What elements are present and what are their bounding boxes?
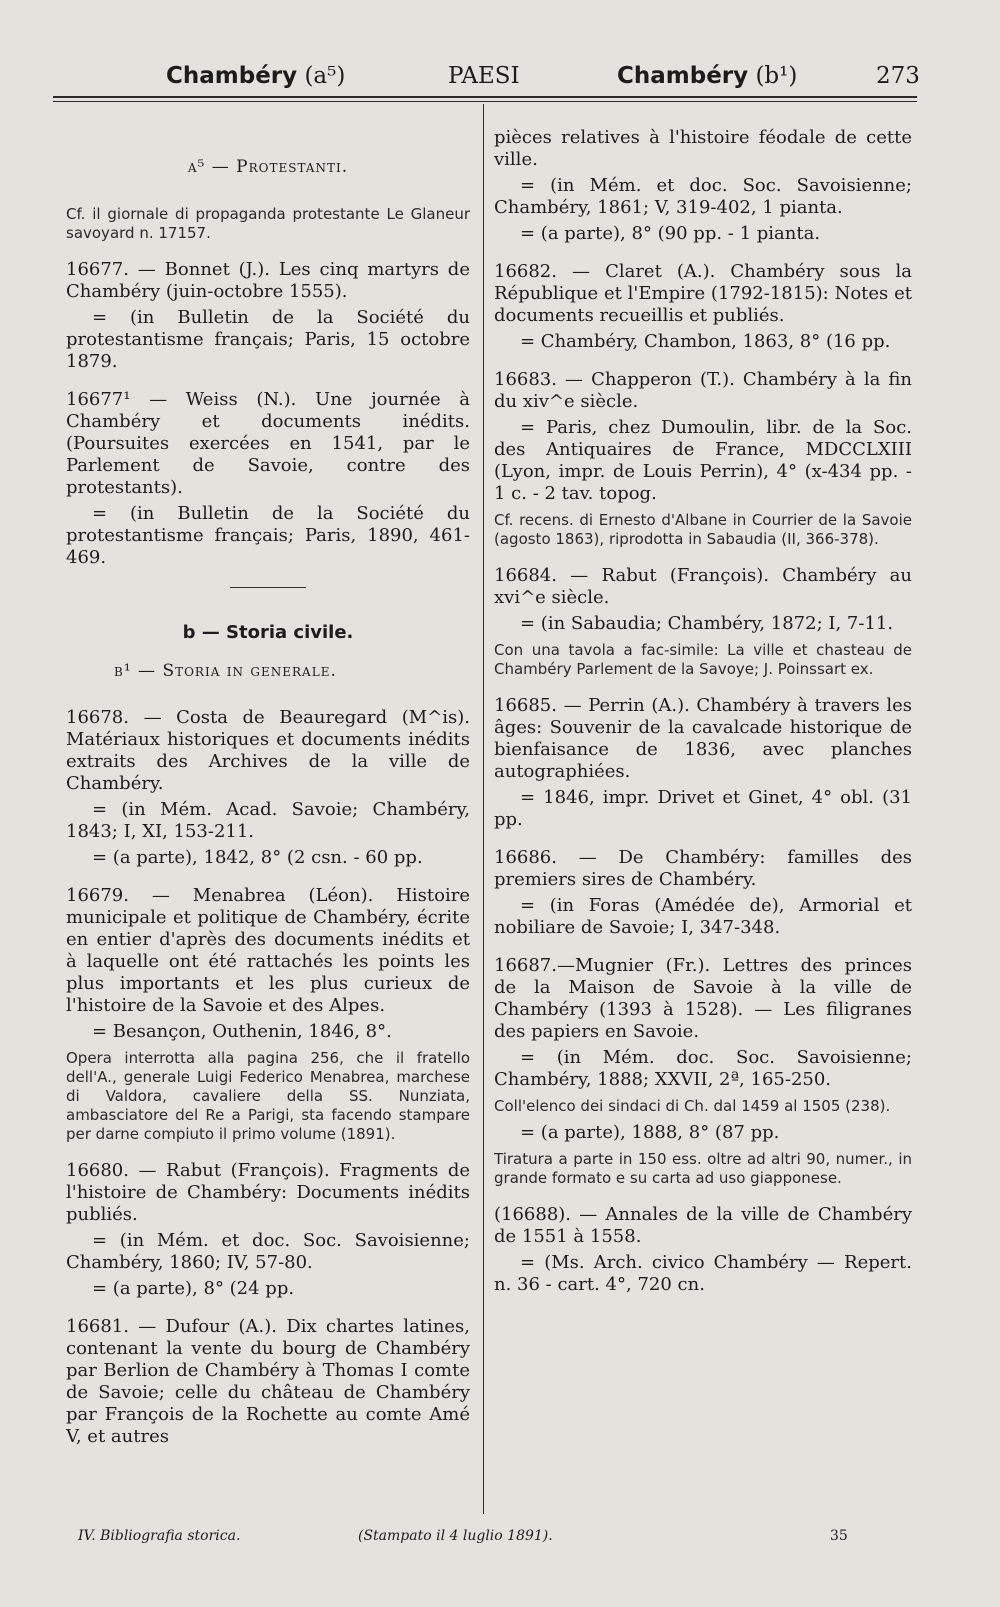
- entry-detail: = (in Mém. doc. Soc. Savoisienne; Chambéry, 1888; XXVII, 2ª, 165-250.: [494, 1047, 912, 1090]
- entry-detail-2: = (a parte), 8° (90 pp. - 1 pianta.: [520, 223, 821, 244]
- section-b1-heading: b¹ — Storia in generale.: [114, 661, 337, 681]
- entry-citation: 16684. — Rabut (François). Chambéry au xvi^e siècle.: [494, 565, 912, 608]
- entry-note-2: Tiratura a parte in 150 ess. oltre ad altri 90, numer., in grande formato e su carta ad uso giapponese.: [494, 1150, 912, 1187]
- entry-detail: = 1846, impr. Drivet et Ginet, 4° obl. (31 pp.: [494, 787, 912, 830]
- header-right-title: Chambéry: [617, 63, 749, 89]
- entry-detail-2: = (a parte), 1842, 8° (2 csn. - 60 pp.: [92, 847, 423, 868]
- entry-note: Coll'elenco dei sindaci di Ch. dal 1459 al 1505 (238).: [494, 1097, 891, 1115]
- entry-continuation: pièces relatives à l'histoire féodale de cette ville.: [494, 127, 912, 170]
- bib-entry-16681: [66, 1316, 470, 1448]
- bib-entry-16677: [66, 259, 470, 373]
- entry-citation: 16679. — Menabrea (Léon). Histoire municipale et politique de Chambéry, écrite en entier d'après des documents inédits et à laquelle ont été rattachés les points les plus importants et les plus curieux de l'histoire de la Savoie et des Alpes.: [66, 885, 470, 1016]
- bib-entry-16681-continued: [494, 127, 912, 245]
- entry-detail: = (Ms. Arch. civico Chambéry — Repert. n. 36 - cart. 4°, 720 cn.: [494, 1252, 912, 1295]
- entry-detail: = (in Bulletin de la Société du protestantisme français; Paris, 1890, 461-469.: [66, 503, 470, 568]
- bib-entry-16687-offprint: [494, 1122, 912, 1144]
- entry-citation: 16677. — Bonnet (J.). Les cinq martyrs de Chambéry (juin-octobre 1555).: [66, 259, 470, 302]
- bib-entry-16680: [66, 1160, 470, 1300]
- entry-detail-2: = (a parte), 1888, 8° (87 pp.: [520, 1122, 780, 1143]
- header-rule-thin: [53, 101, 917, 102]
- entry-citation: 16683. — Chapperon (T.). Chambéry à la fin du xiv^e siècle.: [494, 369, 912, 412]
- entry-citation: 16677¹ — Weiss (N.). Une journée à Chambéry et documents inédits. (Poursuites exercées en 1541, par le Parlement de Savoie, contre des protestants).: [66, 389, 470, 498]
- footer-signature: IV. Bibliografia storica.: [78, 1528, 241, 1544]
- bib-entry-16677-1: [66, 389, 470, 569]
- bib-entry-16685: [494, 695, 912, 831]
- entry-citation: 16680. — Rabut (François). Fragments de l'histoire de Chambéry: Documents inédits publiés.: [66, 1160, 470, 1225]
- header-center-title: PAESI: [448, 63, 520, 89]
- bib-entry-16684: [494, 565, 912, 635]
- bib-entry-16688: [494, 1204, 912, 1296]
- entry-detail: = (in Bulletin de la Société du protestantisme français; Paris, 15 octobre 1879.: [66, 307, 470, 372]
- bib-entry-16682: [494, 261, 912, 353]
- entry-detail: = Paris, chez Dumoulin, libr. de la Soc. des Antiquaires de France, MDCCLXIII (Lyon, impr. de Louis Perrin), 4° (x-434 pp. - 1 c. - 2 tav. topog.: [494, 417, 912, 504]
- entry-detail: = (in Mém. et doc. Soc. Savoisienne; Chambéry, 1861; V, 319-402, 1 pianta.: [494, 175, 912, 218]
- entry-note: Cf. recens. di Ernesto d'Albane in Courrier de la Savoie (agosto 1863), riprodotta in Sabaudia (II, 366-378).: [494, 511, 912, 548]
- left-column: [66, 127, 470, 1464]
- page-number: 273: [876, 63, 920, 89]
- entry-citation: 16687.—Mugnier (Fr.). Lettres des princes de la Maison de Savoie à la ville de Chambéry (1393 à 1528). — Les filigranes des papiers en Savoie.: [494, 955, 912, 1042]
- header-left-section: (a⁵): [304, 63, 346, 89]
- section-separator: [230, 587, 306, 588]
- entry-detail: = (in Foras (Amédée de), Armorial et nobiliare de Savoie; I, 347-348.: [494, 895, 912, 938]
- entry-detail: = Chambéry, Chambon, 1863, 8° (16 pp.: [520, 331, 891, 352]
- section-b-heading: b — Storia civile.: [182, 622, 354, 643]
- entry-detail-2: = (a parte), 8° (24 pp.: [92, 1278, 295, 1299]
- bib-entry-16683: [494, 369, 912, 505]
- entry-detail: = (in Mém. Acad. Savoie; Chambéry, 1843; I, XI, 153-211.: [66, 799, 470, 842]
- header-left: [166, 58, 345, 94]
- bib-entry-16678: [66, 707, 470, 869]
- entry-note: Con una tavola a fac-simile: La ville et chasteau de Chambéry Parlement de la Savoye; J. Poinssart ex.: [494, 641, 912, 678]
- header-right: [617, 58, 797, 94]
- entry-note: Opera interrotta alla pagina 256, che il fratello dell'A., generale Luigi Federico Menabrea, marchese di Valdora, cavaliere della SS. Nunziata, ambasciatore del Re a Parigi, sta facendo stampare per darne compiuto il primo volume (1891).: [66, 1049, 470, 1143]
- entry-citation: (16688). — Annales de la ville de Chambéry de 1551 à 1558.: [494, 1204, 912, 1247]
- section-a5-heading: a⁵ — Protestanti.: [187, 157, 349, 177]
- header-left-title: Chambéry: [166, 63, 298, 89]
- column-divider: [483, 104, 484, 1514]
- entry-detail: = (in Sabaudia; Chambéry, 1872; I, 7-11.: [520, 613, 894, 634]
- footer-print-date: (Stampato il 4 luglio 1891).: [358, 1528, 553, 1544]
- bib-entry-16687: [494, 955, 912, 1091]
- entry-citation: 16682. — Claret (A.). Chambéry sous la République et l'Empire (1792-1815): Notes et documents recueillis et publiés.: [494, 261, 912, 326]
- right-column: [494, 127, 912, 1312]
- entry-detail: = (in Mém. et doc. Soc. Savoisienne; Chambéry, 1860; IV, 57-80.: [66, 1230, 470, 1273]
- entry-citation: 16681. — Dufour (A.). Dix chartes latines, contenant la vente du bourg de Chambéry par Berlion de Chambéry à Thomas I comte de Savoie; celle du château de Chambéry par François de la Rochette au comte Amé V, et autres: [66, 1316, 470, 1447]
- intro-note: Cf. il giornale di propaganda protestante Le Glaneur savoyard n. 17157.: [66, 205, 470, 242]
- entry-citation: 16678. — Costa de Beauregard (M^is). Matériaux historiques et documents inédits extraits des Archives de la ville de Chambéry.: [66, 707, 470, 794]
- header-right-section: (b¹): [755, 63, 798, 89]
- footer-sheet-number: 35: [830, 1528, 848, 1544]
- entry-citation: 16686. — De Chambéry: familles des premiers sires de Chambéry.: [494, 847, 912, 890]
- entry-detail: = Besançon, Outhenin, 1846, 8°.: [92, 1021, 392, 1042]
- entry-citation: 16685. — Perrin (A.). Chambéry à travers les âges: Souvenir de la cavalcade historique de bienfaisance de 1836, avec planches autographiées.: [494, 695, 912, 782]
- bib-entry-16679: [66, 885, 470, 1043]
- header-rule-thick: [53, 96, 917, 98]
- bib-entry-16686: [494, 847, 912, 939]
